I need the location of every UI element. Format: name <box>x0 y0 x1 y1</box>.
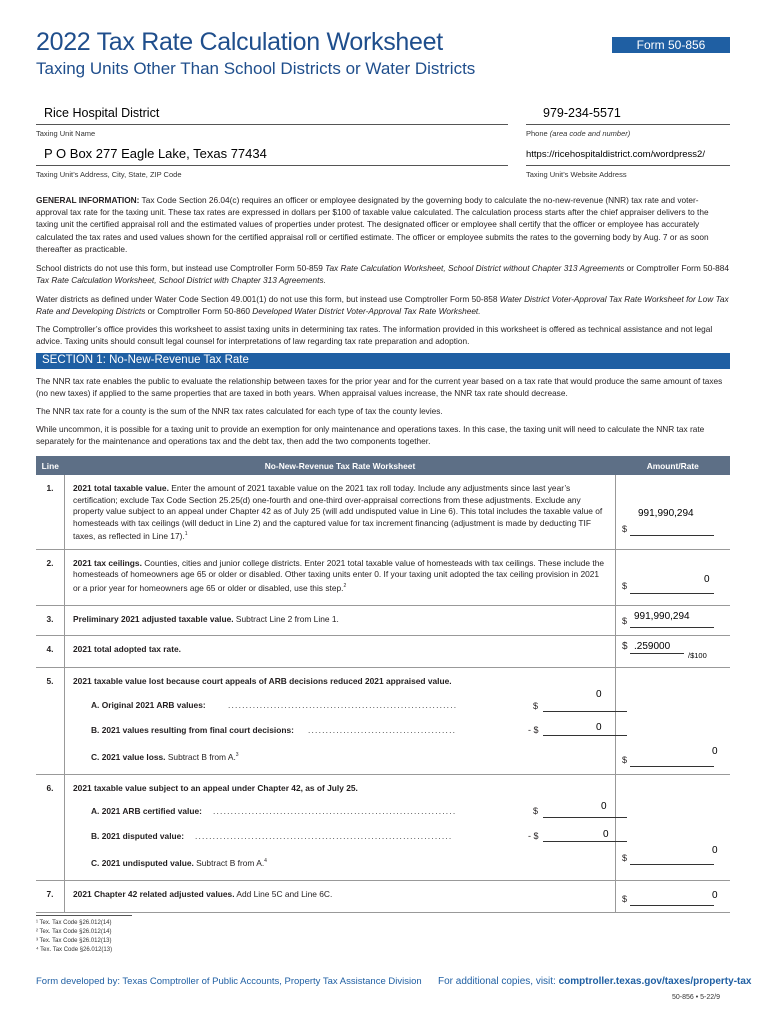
dot-leader: .......................................... <box>308 725 457 736</box>
line-4-rate-field[interactable]: .259000 <box>634 640 671 652</box>
amount-underline <box>630 653 684 654</box>
footer-copies: For additional copies, visit: comptroller.texas.gov/taxes/property-tax <box>438 976 752 987</box>
taxing-unit-name-label: Taxing Unit Name <box>36 129 96 138</box>
line-number: 6. <box>36 775 65 881</box>
dollar-sign: - $ <box>528 830 539 841</box>
line-6c-label: C. 2021 undisputed value. Subtract B from A.$^4$ <box>91 857 267 868</box>
dollar-sign: $ <box>622 615 628 626</box>
address-field[interactable]: P O Box 277 Eagle Lake, Texas 77434 <box>44 146 267 161</box>
line-number: 3. <box>36 605 65 635</box>
line-number: 4. <box>36 635 65 667</box>
footnote-2: ² Tex. Tax Code §26.012(14) <box>36 929 112 935</box>
line-6a-row <box>73 799 607 824</box>
line-5c-row <box>73 743 607 768</box>
table-row <box>36 775 730 881</box>
dot-leader: ..................................................................... <box>213 805 457 816</box>
line-number: 1. <box>36 475 65 549</box>
amount-underline <box>543 817 627 818</box>
taxing-unit-name-field[interactable]: Rice Hospital District <box>44 106 160 120</box>
line-description: 2021 taxable value subject to an appeal under Chapter 42, as of July 25. A. 2021 ARB certified value: ..................................................................... $ 0 B. 2021 disputed value: ......................................................................... - $ 0 C. 2021 undisputed value. Subtract B from A.$^4$ <box>65 775 616 881</box>
section-1-paragraph-2: The NNR tax rate for a county is the sum of the NNR tax rates calculated for each type of tax the county levies. <box>36 406 443 416</box>
line-5a-amount-field[interactable]: 0 <box>596 689 602 701</box>
footnote-3: ³ Tex. Tax Code §26.012(13) <box>36 938 112 944</box>
table-row <box>36 475 730 549</box>
line-5c-label: C. 2021 value loss. Subtract B from A.$^3$ <box>91 752 239 763</box>
amount-cell <box>616 635 731 667</box>
line-description: 2021 total taxable value. Enter the amount of 2021 taxable value on the 2021 tax roll today. Include any adjustments since last year’s certification; exclude Tax Code Section 25.25(d) one-fourth and one-third over-appraisal corrections from these adjustments. Exclude any property value subject to an appeal under Chapter 42 as of July 25 (will add undisputed value in Line 6). This total includes the taxable value of homesteads with tax ceilings (will deduct in Line 2) and the captured value for tax increment financing (adjustment is made by deducting TIF taxes, as reflected in Line 17).$^1$ <box>65 475 616 549</box>
footer-developed-by: Form developed by: Texas Comptroller of Public Accounts, Property Tax Assistance Division <box>36 976 422 987</box>
column-header-line: Line <box>36 456 65 475</box>
amount-underline <box>543 711 627 712</box>
line-number: 5. <box>36 667 65 775</box>
line-5b-label: B. 2021 values resulting from final court decisions: <box>91 725 294 736</box>
amount-cell <box>616 667 731 775</box>
section-1-paragraph-3: While uncommon, it is possible for a taxing unit to provide an exemption for only maintenance and operations taxes. In this case, the taxing unit will need to calculate the NNR tax rate separately for the maintenance and operations tax and the debt tax, then add the two components together. <box>36 424 705 447</box>
column-header-amount: Amount/Rate <box>616 456 731 475</box>
line-5c-amount-field[interactable]: 0 <box>712 745 718 757</box>
line-1-amount-field[interactable]: 991,990,294 <box>638 508 694 519</box>
line-2-amount-field[interactable]: 0 <box>704 573 710 585</box>
line-5b-amount-field[interactable]: 0 <box>596 722 602 734</box>
website-label: Taxing Unit’s Website Address <box>526 170 627 179</box>
amount-underline <box>630 766 714 767</box>
amount-cell <box>616 549 731 605</box>
form-title: 2022 Tax Rate Calculation Worksheet <box>36 28 443 56</box>
divider <box>526 124 730 125</box>
dot-leader: ................................................................. <box>228 700 458 711</box>
dollar-sign: - $ <box>528 725 539 736</box>
footnote-4: ⁴ Tex. Tax Code §26.012(13) <box>36 947 113 953</box>
amount-underline <box>630 535 714 536</box>
dot-leader: ......................................................................... <box>195 830 453 841</box>
amount-underline <box>630 905 714 906</box>
line-7-amount-field[interactable]: 0 <box>712 889 718 901</box>
table-row <box>36 635 730 667</box>
line-5a-label: A. Original 2021 ARB values: <box>91 700 206 711</box>
dollar-sign: $ <box>622 524 628 534</box>
divider <box>36 124 508 125</box>
comptroller-paragraph: The Comptroller’s office provides this worksheet to assist taxing units in determining tax rates. The information provided in this worksheet is offered as technical assistance and not legal advice. Taxing units should consult legal counsel for interpretations of law regarding tax rate preparation and adoption. <box>36 324 713 347</box>
amount-underline <box>630 864 714 865</box>
dollar-sign: $ <box>622 754 628 765</box>
line-6b-row <box>73 824 607 849</box>
phone-field[interactable]: 979-234-5571 <box>543 106 621 120</box>
footnotes <box>36 919 112 955</box>
line-5b-row <box>73 718 607 743</box>
table-row <box>36 549 730 605</box>
amount-cell <box>616 775 731 881</box>
table-row <box>36 880 730 912</box>
amount-underline <box>543 841 627 842</box>
rate-unit: /$100 <box>688 650 707 660</box>
footnote-1: ¹ Tex. Tax Code §26.012(14) <box>36 920 112 926</box>
amount-underline <box>630 627 714 628</box>
dollar-sign: $ <box>622 640 628 652</box>
line-6c-amount-field[interactable]: 0 <box>712 845 718 857</box>
amount-underline <box>543 735 627 736</box>
line-number: 7. <box>36 880 65 912</box>
table-row <box>36 667 730 775</box>
line-description: 2021 tax ceilings. Counties, cities and junior college districts. Enter 2021 total taxable value of homesteads with tax ceilings. These include the homesteads of homeowners age 65 or older or disabled. Other taxing units enter 0. If your taxing unit adopted the tax ceiling provision in 2021 or a prior year for homeowners age 65 or older or disabled, use this step.$^2$ <box>65 549 616 605</box>
amount-cell <box>616 605 731 635</box>
footnote-rule <box>36 915 132 916</box>
dollar-sign: $ <box>533 805 539 816</box>
line-description: 2021 taxable value lost because court appeals of ARB decisions reduced 2021 appraised value. A. Original 2021 ARB values: ................................................................. $ 0 B. 2021 values resulting from final court decisions: .......................................... - $ 0 C. 2021 value loss. Subtract B from A.$^3$ <box>65 667 616 775</box>
section-1-title: SECTION 1: No-New-Revenue Tax Rate <box>42 354 249 366</box>
divider <box>36 165 508 166</box>
divider <box>526 165 730 166</box>
form-subtitle: Taxing Units Other Than School Districts or Water Districts <box>36 59 476 78</box>
table-row <box>36 605 730 635</box>
dollar-sign: $ <box>622 853 628 864</box>
address-label: Taxing Unit’s Address, City, State, ZIP Code <box>36 170 182 179</box>
website-field[interactable]: https://ricehospitaldistrict.com/wordpress2/ <box>526 149 705 160</box>
amount-cell <box>616 475 731 549</box>
line-description: 2021 total adopted tax rate. <box>65 635 616 667</box>
column-header-title: No-New-Revenue Tax Rate Worksheet <box>65 456 616 475</box>
water-districts-paragraph: Water districts as defined under Water Code Section 49.001(1) do not use this form, but instead use Comptroller Form 50-858 Water District Voter-Approval Tax Rate Worksheet for Low Tax Rate and Developing Districts or Comptroller Form 50-860 Developed Water District Voter-Approval Tax Rate Worksheet. <box>36 294 729 317</box>
comptroller-link[interactable]: comptroller.texas.gov/taxes/property-tax <box>558 976 752 987</box>
amount-underline <box>630 593 714 594</box>
phone-label: Phone (area code and number) <box>526 129 631 138</box>
line-description: Preliminary 2021 adjusted taxable value. Subtract Line 2 from Line 1. <box>65 605 616 635</box>
dollar-sign: $ <box>622 580 628 591</box>
nnr-worksheet-table <box>36 456 730 913</box>
dollar-sign: $ <box>622 893 628 904</box>
line-description: 2021 Chapter 42 related adjusted values. Add Line 5C and Line 6C. <box>65 880 616 912</box>
form-revision-code: 50-856 • 5-22/9 <box>672 994 720 1001</box>
line-3-amount-field[interactable]: 991,990,294 <box>634 610 690 622</box>
line-6a-label: A. 2021 ARB certified value: <box>91 805 202 816</box>
school-districts-paragraph: School districts do not use this form, but instead use Comptroller Form 50-859 Tax Rate Calculation Worksheet, School District without Chapter 313 Agreements or Comptroller Form 50-884 Tax Rate Calculation Worksheet, School District with Chapter 313 Agreements. <box>36 263 729 286</box>
section-1-paragraph-1: The NNR tax rate enables the public to evaluate the relationship between taxes for the prior year and for the current year based on a tax rate that would produce the same amount of taxes (no new taxes) if applied to the same properties that are taxed in both years. When appraisal values increase, the NNR tax rate should decrease. <box>36 376 723 399</box>
line-6a-amount-field[interactable]: 0 <box>601 800 607 812</box>
amount-cell <box>616 880 731 912</box>
dollar-sign: $ <box>533 701 539 712</box>
form-number-badge: Form 50-856 <box>612 37 730 53</box>
line-5a-row <box>73 689 607 718</box>
line-6b-label: B. 2021 disputed value: <box>91 830 185 841</box>
table-header-row <box>36 456 730 475</box>
general-information-paragraph: GENERAL INFORMATION: Tax Code Section 26.04(c) requires an officer or employee designated by the governing body to calculate the no-new-revenue (NNR) tax rate and voter-approval tax rate for the taxing unit. These tax rates are expressed in dollars per $100 of taxable value calculated. The calculation process starts after the chief appraiser delivers to the taxing unit the certified appraisal roll and the estimated values of properties under protest. The designated officer or employee shall certify that the officer or employee has accurately calculated the tax rates and used values shown for the certified appraisal roll or certified estimate. The officer or employee submits the rates to the governing body by Aug. 7 or as soon thereafter as practicable. <box>36 195 709 254</box>
line-number: 2. <box>36 549 65 605</box>
line-6b-amount-field[interactable]: 0 <box>603 828 609 840</box>
line-6c-row <box>73 849 607 874</box>
